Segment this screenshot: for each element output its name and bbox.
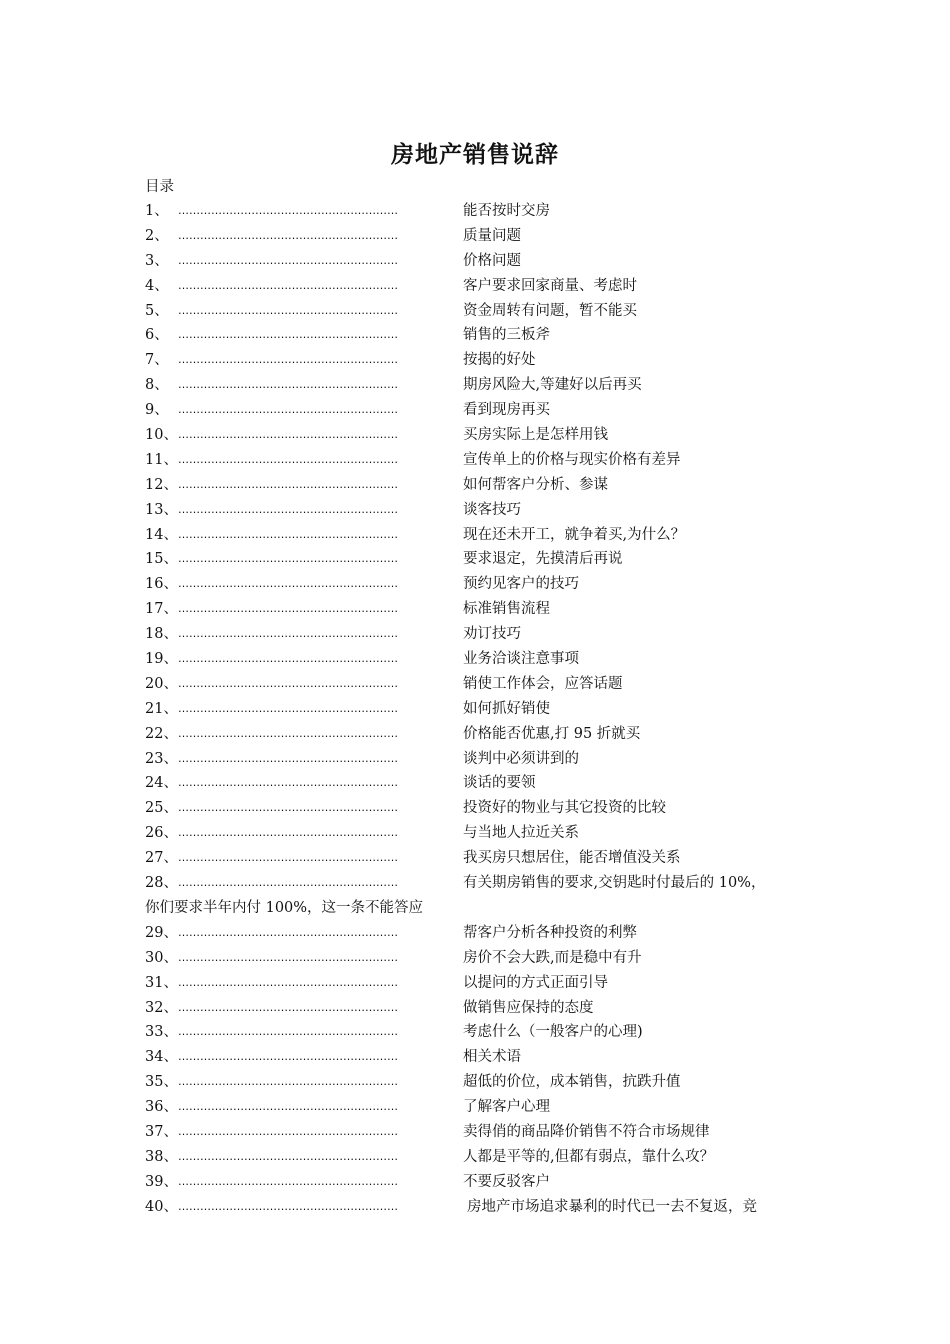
toc-entry-title: 考虑什么（一般客户的心理) (463, 1024, 643, 1041)
toc-entry-title: 客户要求回家商量、考虑时 (463, 277, 637, 294)
toc-entry-title: 劝订技巧 (463, 626, 521, 643)
toc-entry-number: 8、 (145, 377, 169, 394)
toc-entry-title: 了解客户心理 (463, 1099, 550, 1116)
toc-leader-dots: …………………………………………………… (178, 228, 398, 242)
toc-entry-title: 人都是平等的,但都有弱点，靠什么攻？ (463, 1148, 715, 1165)
toc-entry-number: 36、 (145, 1099, 178, 1116)
toc-entry (145, 525, 835, 550)
toc-entry-number: 30、 (145, 949, 178, 966)
toc-entry-title: 与当地人拉近关系 (463, 825, 579, 842)
toc-entry (145, 923, 835, 948)
toc-entry (145, 201, 835, 226)
toc-leader-dots: …………………………………………………… (178, 328, 398, 342)
toc-entry-number: 19、 (145, 651, 178, 668)
toc-entry (145, 226, 835, 251)
toc-entry-title: 标准销售流程 (463, 601, 550, 618)
toc-leader-dots: …………………………………………………… (178, 502, 398, 516)
toc-entry-continuation: 你们要求半年内付 100%，这一条不能答应 (145, 900, 424, 917)
toc-entry-title: 我买房只想居住，能否增值没关系 (463, 850, 681, 867)
toc-leader-dots: …………………………………………………… (178, 1050, 398, 1064)
toc-entry (145, 624, 835, 649)
toc-entry (145, 425, 835, 450)
toc-leader-dots: …………………………………………………… (178, 801, 398, 815)
toc-entry-title: 资金周转有问题，暂不能买 (463, 302, 637, 319)
toc-leader-dots: …………………………………………………… (178, 303, 398, 317)
toc-entry (145, 674, 835, 699)
toc-entry (145, 475, 835, 500)
toc-leader-dots: …………………………………………………… (178, 726, 398, 740)
toc-entry (145, 649, 835, 674)
toc-leader-dots: …………………………………………………… (178, 204, 398, 217)
toc-entry (145, 1147, 835, 1172)
toc-leader-dots: …………………………………………………… (178, 701, 398, 715)
toc-entry-number: 1、 (145, 203, 169, 219)
toc-entry-title: 房地产市场追求暴利的时代已一去不复返，竞 (467, 1198, 757, 1215)
toc-entry (145, 301, 835, 326)
toc-entry (145, 450, 835, 475)
toc-entry-number: 26、 (145, 825, 178, 842)
toc-entry-title: 谈客技巧 (463, 501, 521, 518)
toc-entry-title: 谈话的要领 (463, 775, 536, 792)
toc-entry (145, 798, 835, 823)
toc-entry-title: 买房实际上是怎样用钱 (463, 427, 608, 444)
toc-entry-title: 不要反驳客户 (463, 1173, 550, 1190)
toc-leader-dots: …………………………………………………… (178, 353, 398, 367)
toc-entry-number: 40、 (145, 1198, 178, 1215)
toc-entry-title: 相关术语 (463, 1049, 521, 1066)
toc-entry-title: 现在还未开工，就争着买,为什么？ (463, 526, 686, 543)
toc-entry-title: 期房风险大,等建好以后再买 (463, 377, 642, 394)
toc-entry (145, 873, 835, 923)
toc-leader-dots: …………………………………………………… (178, 1174, 398, 1188)
toc-leader-dots: …………………………………………………… (178, 278, 398, 292)
toc-entry (145, 1047, 835, 1072)
toc-entry-title: 有关期房销售的要求,交钥匙时付最后的 10%， (463, 875, 766, 892)
toc-entry-title: 做销售应保持的态度 (463, 999, 594, 1016)
toc-entry-number: 3、 (145, 252, 169, 269)
toc-entry (145, 325, 835, 350)
toc-entry-title: 价格能否优惠,打 95 折就买 (463, 725, 641, 742)
toc-entry-number: 38、 (145, 1148, 178, 1165)
toc-entry-title: 卖得俏的商品降价销售不符合市场规律 (463, 1123, 710, 1140)
toc-entry-title: 房价不会大跌,而是稳中有升 (463, 949, 642, 966)
toc-heading: 目录 (145, 179, 174, 195)
toc-entry-title: 以提问的方式正面引导 (463, 974, 608, 991)
toc-entry-title: 销使工作体会，应答话题 (463, 675, 623, 692)
toc-entry-number: 23、 (145, 750, 178, 767)
toc-entry-number: 13、 (145, 501, 178, 518)
toc-entry-number: 37、 (145, 1123, 178, 1140)
toc-entry-title: 能否按时交房 (463, 203, 550, 219)
toc-entry-number: 34、 (145, 1049, 178, 1066)
toc-leader-dots: …………………………………………………… (178, 1124, 398, 1138)
toc-entry-title: 价格问题 (463, 252, 521, 269)
toc-entry-number: 2、 (145, 227, 169, 244)
document-title: 房地产销售说辞 (391, 142, 559, 168)
toc-entry (145, 500, 835, 525)
toc-leader-dots: …………………………………………………… (178, 1100, 398, 1114)
toc-leader-dots: …………………………………………………… (178, 1000, 398, 1014)
toc-leader-dots: …………………………………………………… (178, 602, 398, 616)
toc-entry-title: 业务洽谈注意事项 (463, 651, 579, 668)
toc-entry-number: 9、 (145, 402, 169, 419)
toc-entry-number: 35、 (145, 1074, 178, 1091)
toc-entry (145, 549, 835, 574)
toc-entry-title: 看到现房再买 (463, 402, 550, 419)
toc-leader-dots: …………………………………………………… (178, 1025, 398, 1039)
toc-entry (145, 973, 835, 998)
toc-entry (145, 848, 835, 873)
toc-entry-number: 12、 (145, 476, 178, 493)
toc-entry-number: 10、 (145, 427, 178, 444)
toc-leader-dots: …………………………………………………… (178, 851, 398, 865)
toc-entry (145, 1122, 835, 1147)
toc-leader-dots: …………………………………………………… (178, 452, 398, 466)
toc-entry (145, 251, 835, 276)
toc-entry-title: 按揭的好处 (463, 352, 536, 369)
toc-entry (145, 1022, 835, 1047)
toc-entry-number: 31、 (145, 974, 178, 991)
toc-leader-dots: …………………………………………………… (178, 751, 398, 765)
toc-entry-number: 7、 (145, 352, 169, 369)
toc-leader-dots: …………………………………………………… (178, 676, 398, 690)
toc-entry-title: 谈判中必须讲到的 (463, 750, 579, 767)
toc-entry (145, 375, 835, 400)
toc-entry-number: 39、 (145, 1173, 178, 1190)
toc-entry-number: 32、 (145, 999, 178, 1016)
toc-entry-title: 超低的价位，成本销售，抗跌升值 (463, 1074, 681, 1091)
toc-leader-dots: …………………………………………………… (178, 652, 398, 666)
toc-entry-number: 29、 (145, 924, 178, 941)
toc-leader-dots: …………………………………………………… (178, 378, 398, 392)
toc-leader-dots: …………………………………………………… (178, 253, 398, 267)
toc-entry (145, 574, 835, 599)
toc-entry (145, 599, 835, 624)
toc-entry-title: 质量问题 (463, 227, 521, 244)
toc-entry-number: 16、 (145, 576, 178, 593)
toc-entry-number: 25、 (145, 800, 178, 817)
toc-entry (145, 1097, 835, 1122)
toc-entry-number: 11、 (145, 451, 178, 468)
toc-leader-dots: …………………………………………………… (178, 627, 398, 641)
toc-entry (145, 749, 835, 774)
toc-entry-number: 27、 (145, 850, 178, 867)
toc-entry (145, 1072, 835, 1097)
toc-entry-number: 24、 (145, 775, 178, 792)
toc-entry (145, 699, 835, 724)
toc-entry-number: 21、 (145, 700, 178, 717)
toc-entry-number: 5、 (145, 302, 169, 319)
toc-entry (145, 773, 835, 798)
toc-entry (145, 823, 835, 848)
toc-entry-title: 宣传单上的价格与现实价格有差异 (463, 451, 681, 468)
toc-leader-dots: …………………………………………………… (178, 876, 398, 890)
toc-entry (145, 998, 835, 1023)
toc-entry-number: 22、 (145, 725, 178, 742)
toc-leader-dots: …………………………………………………… (178, 950, 398, 964)
toc-entry (145, 276, 835, 301)
toc-leader-dots: …………………………………………………… (178, 925, 398, 939)
toc-entry-title: 要求退定，先摸清后再说 (463, 551, 623, 568)
toc-entry-number: 4、 (145, 277, 169, 294)
toc-entry-title: 投资好的物业与其它投资的比较 (463, 800, 666, 817)
toc-entry (145, 1197, 835, 1222)
toc-entry (145, 724, 835, 749)
toc-entry (145, 350, 835, 375)
toc-leader-dots: …………………………………………………… (178, 403, 398, 417)
toc-entry (145, 1172, 835, 1197)
toc-leader-dots: …………………………………………………… (178, 1075, 398, 1089)
toc-leader-dots: …………………………………………………… (178, 477, 398, 491)
toc-entry-number: 20、 (145, 675, 178, 692)
toc-leader-dots: …………………………………………………… (178, 428, 398, 442)
toc-entry-number: 33、 (145, 1024, 178, 1041)
toc-entry-number: 17、 (145, 601, 178, 618)
toc-leader-dots: …………………………………………………… (178, 1199, 398, 1213)
toc-entry-number: 18、 (145, 626, 178, 643)
toc-entry-title: 销售的三板斧 (463, 327, 550, 344)
toc-leader-dots: …………………………………………………… (178, 975, 398, 989)
table-of-contents (145, 201, 835, 1222)
toc-entry-number: 6、 (145, 327, 169, 344)
toc-leader-dots: …………………………………………………… (178, 1149, 398, 1163)
toc-entry (145, 948, 835, 973)
toc-entry-title: 如何抓好销使 (463, 700, 550, 717)
toc-leader-dots: …………………………………………………… (178, 826, 398, 840)
toc-leader-dots: …………………………………………………… (178, 577, 398, 591)
toc-leader-dots: …………………………………………………… (178, 527, 398, 541)
toc-entry-title: 预约见客户的技巧 (463, 576, 579, 593)
toc-leader-dots: …………………………………………………… (178, 776, 398, 790)
toc-entry (145, 400, 835, 425)
toc-leader-dots: …………………………………………………… (178, 552, 398, 566)
toc-entry-number: 14、 (145, 526, 178, 543)
toc-entry-title: 如何帮客户分析、参谋 (463, 476, 608, 493)
toc-entry-number: 15、 (145, 551, 178, 568)
toc-entry-number: 28、 (145, 875, 178, 892)
toc-entry-title: 帮客户分析各种投资的利弊 (463, 924, 637, 941)
